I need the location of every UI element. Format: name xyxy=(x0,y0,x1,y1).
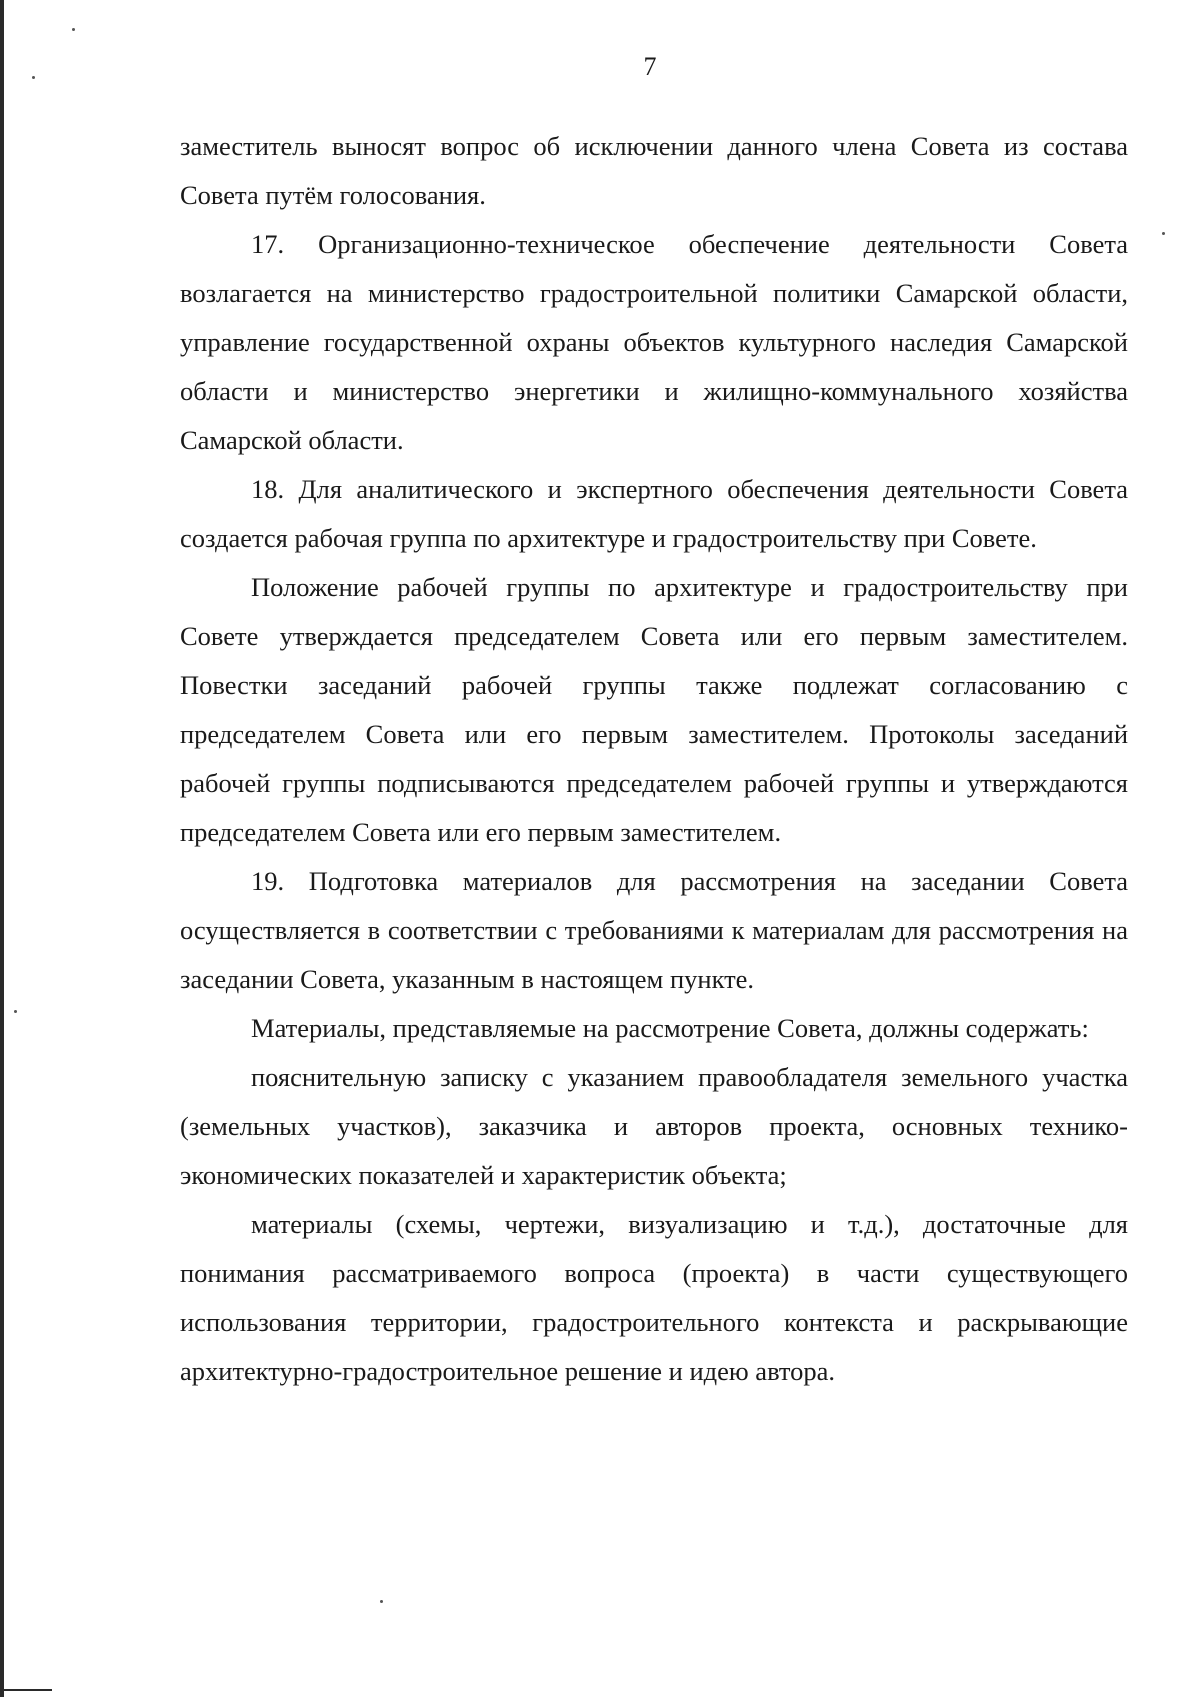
document-body xyxy=(180,122,1128,1396)
scan-left-border xyxy=(0,0,4,1697)
paragraph-item-17: 17. Организационно-техническое обеспечение деятельности Совета возлагается на министерство градостроительной политики Самарской области, управление государственной охраны объектов культурного наследия Самарской области и министерство энергетики и жилищно-коммунального хозяйства Самарской области. xyxy=(180,229,1128,455)
paragraph-item-19: 19. Подготовка материалов для рассмотрения на заседании Совета осуществляется в соответствии с требованиями к материалам для рассмотрения на заседании Совета, указанным в настоящем пункте. xyxy=(180,866,1128,994)
scan-bottom-mark xyxy=(0,1689,52,1691)
scan-speck xyxy=(14,1010,17,1013)
scan-speck xyxy=(72,28,75,31)
paragraph-item-18: 18. Для аналитического и экспертного обеспечения деятельности Совета создается рабочая группа по архитектуре и градостроительству при Совете. xyxy=(180,474,1128,553)
paragraph-working-group-regulation: Положение рабочей группы по архитектуре и градостроительству при Совете утверждается председателем Совета или его первым заместителем. Повестки заседаний рабочей группы также подлежат согласованию с председателем Совета или его первым заместителем. Протоколы заседаний рабочей группы подписываются председателем рабочей группы и утверждаются председателем Совета или его первым заместителем. xyxy=(180,572,1128,847)
paragraph-explanatory-note: пояснительную записку с указанием правообладателя земельного участка (земельных участков), заказчика и авторов проекта, основных технико-экономических показателей и характеристик объекта; xyxy=(180,1062,1128,1190)
scan-speck xyxy=(1162,232,1165,235)
paragraph-materials-schemes: материалы (схемы, чертежи, визуализацию и т.д.), достаточные для понимания рассматриваемого вопроса (проекта) в части существующего использования территории, градостроительного контекста и раскрывающие архитектурно-градостроительное решение и идею автора. xyxy=(180,1209,1128,1386)
page-number: 7 xyxy=(643,52,657,81)
paragraph-materials-intro: Материалы, представляемые на рассмотрение Совета, должны содержать: xyxy=(251,1013,1089,1043)
paragraph-continuation: заместитель выносят вопрос об исключении данного члена Совета из состава Совета путём голосования. xyxy=(180,131,1128,210)
scan-speck xyxy=(380,1600,383,1603)
